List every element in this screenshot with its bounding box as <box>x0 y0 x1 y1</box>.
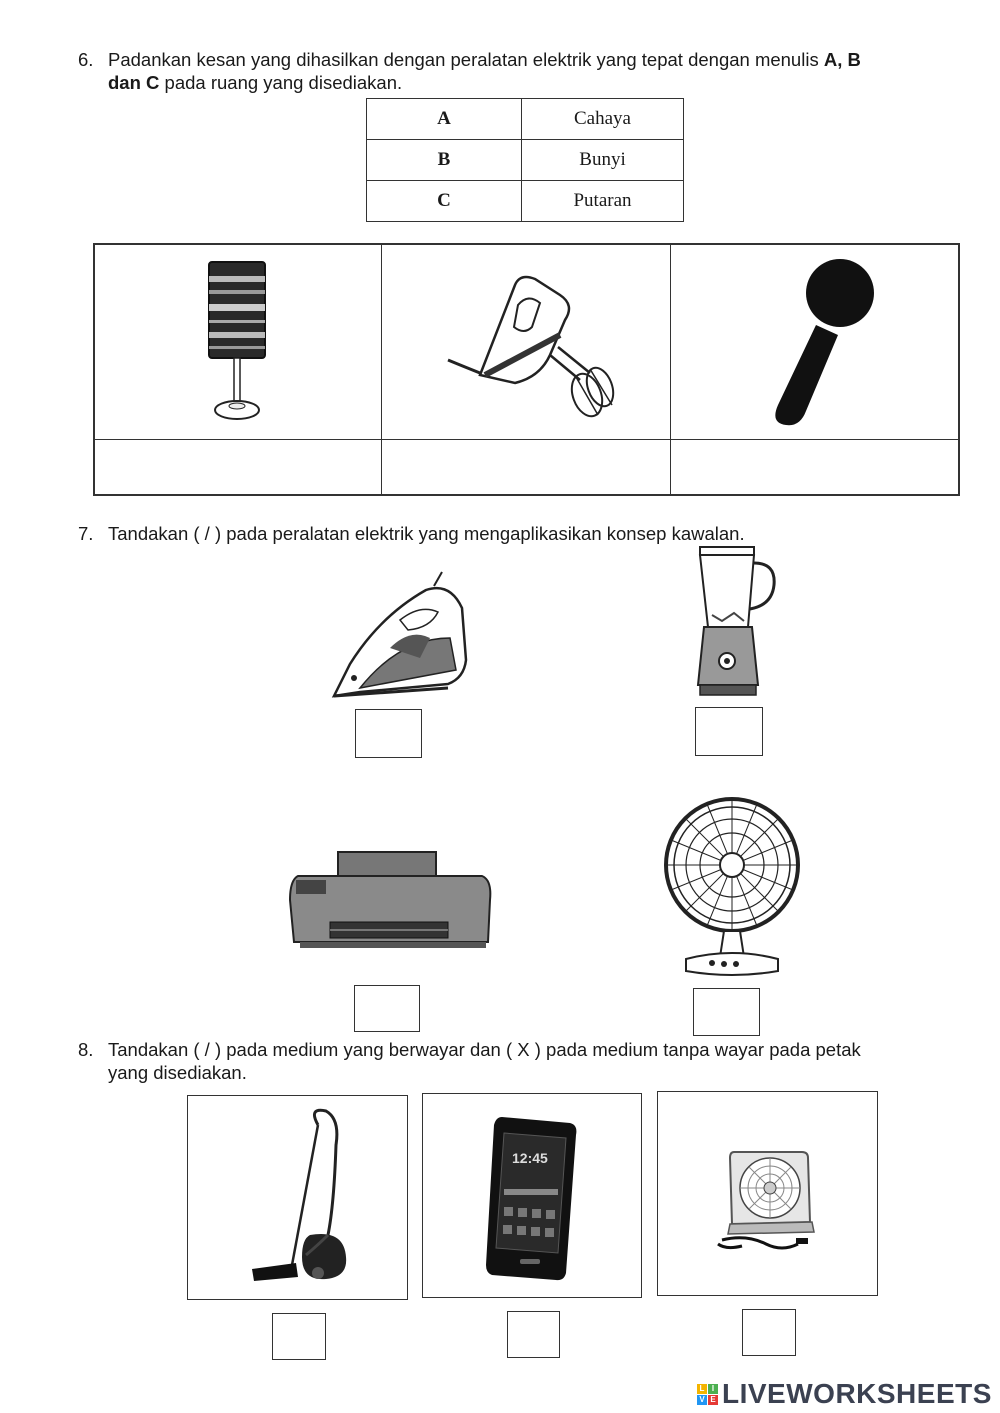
key-letter: B <box>367 140 522 181</box>
vacuum-cleaner-icon <box>248 1105 358 1285</box>
question-text: Padankan kesan yang dihasilkan dengan peralatan elektrik yang tepat dengan menulis <box>108 49 819 70</box>
microphone-icon <box>760 255 880 430</box>
checkbox-usb-fan[interactable] <box>742 1309 796 1356</box>
logo-letter: E <box>708 1395 718 1405</box>
printer-icon <box>286 850 496 950</box>
answer-cell-mixer[interactable] <box>383 441 669 494</box>
question-text-bold: dan C <box>108 72 160 93</box>
hand-mixer-icon <box>440 265 620 425</box>
table-lamp-icon <box>205 260 275 430</box>
grid-divider <box>93 439 960 440</box>
question-text: pada ruang yang disediakan. <box>164 72 403 93</box>
question-text: yang disediakan. <box>108 1062 247 1083</box>
key-effect: Putaran <box>522 181 684 222</box>
table-row <box>367 99 684 140</box>
table-row <box>367 140 684 181</box>
checkbox-vacuum[interactable] <box>272 1313 326 1360</box>
question-number: 6. <box>78 49 94 70</box>
question-6 <box>78 48 978 96</box>
liveworksheets-logo <box>697 1378 992 1410</box>
question-text-bold: A, B <box>823 49 861 70</box>
logo-letter: I <box>708 1384 718 1394</box>
question-8 <box>78 1038 978 1086</box>
table-fan-icon <box>660 797 805 979</box>
usb-fan-icon <box>716 1148 816 1256</box>
checkbox-fan[interactable] <box>693 988 760 1036</box>
checkbox-smartphone[interactable] <box>507 1311 560 1358</box>
question-number: 7. <box>78 523 94 544</box>
effect-key-table <box>366 98 684 222</box>
checkbox-iron[interactable] <box>355 709 422 758</box>
question-text: Tandakan ( / ) pada peralatan elektrik yang mengaplikasikan konsep kawalan. <box>108 523 745 544</box>
grid-divider <box>670 243 671 496</box>
phone-screen-time: 12:45 <box>512 1150 548 1166</box>
blender-icon <box>690 545 782 700</box>
logo-text: LIVEWORKSHEETS <box>722 1378 992 1409</box>
answer-cell-microphone[interactable] <box>672 441 958 494</box>
key-effect: Bunyi <box>522 140 684 181</box>
logo-letter: V <box>697 1395 707 1405</box>
key-effect: Cahaya <box>522 99 684 140</box>
question-text: Tandakan ( / ) pada medium yang berwayar dan ( X ) pada medium tanpa wayar pada petak <box>108 1039 861 1060</box>
table-row <box>367 181 684 222</box>
key-letter: C <box>367 181 522 222</box>
checkbox-blender[interactable] <box>695 707 763 756</box>
question-7 <box>78 522 978 546</box>
answer-cell-lamp[interactable] <box>95 441 380 494</box>
steam-iron-icon <box>330 568 470 703</box>
grid-divider <box>381 243 382 496</box>
question-number: 8. <box>78 1039 94 1060</box>
smartphone-icon <box>484 1113 580 1283</box>
checkbox-printer[interactable] <box>354 985 420 1032</box>
key-letter: A <box>367 99 522 140</box>
logo-mark <box>697 1384 718 1405</box>
logo-letter: L <box>697 1384 707 1394</box>
